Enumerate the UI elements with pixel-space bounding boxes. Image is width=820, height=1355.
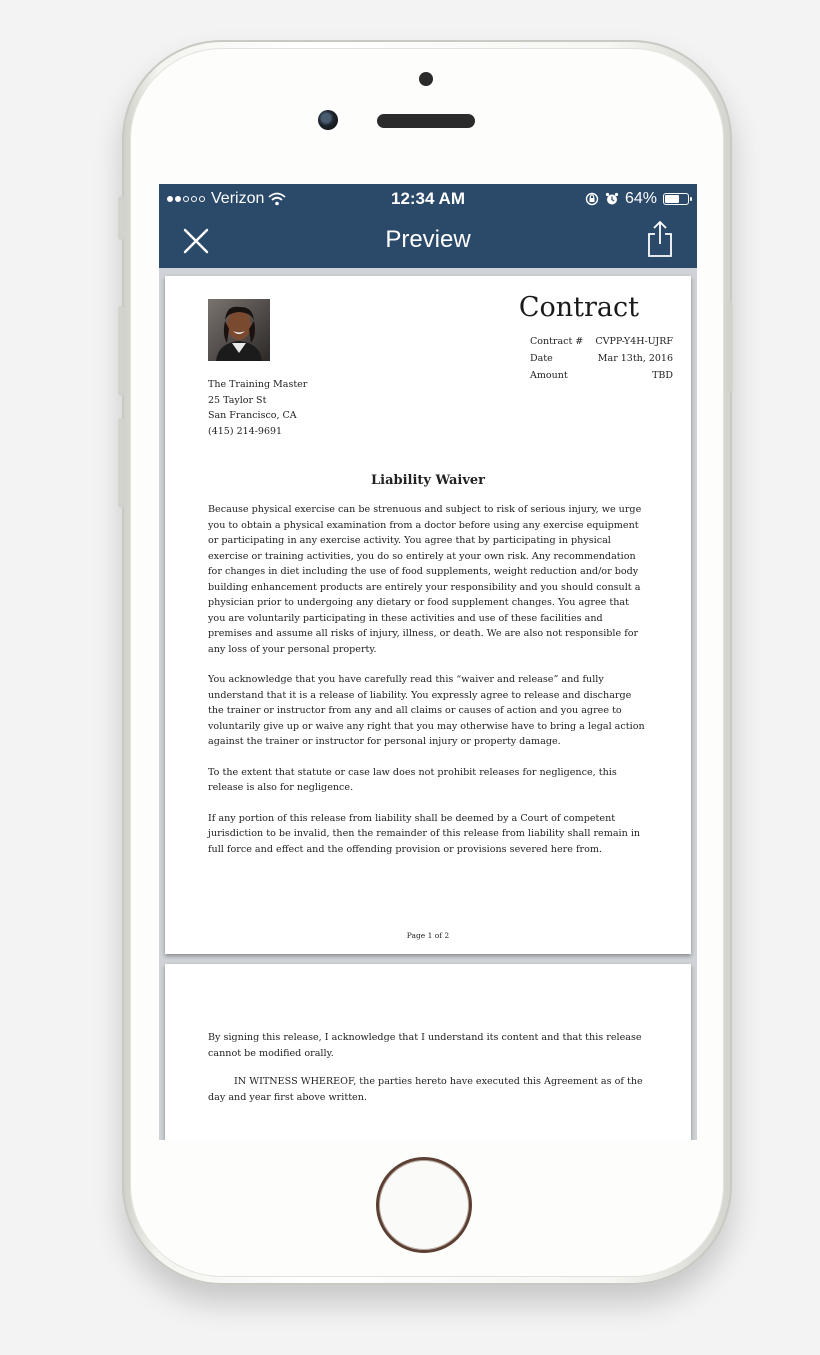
city-state: San Francisco, CA <box>208 410 297 421</box>
business-name: The Training Master <box>208 379 308 390</box>
meta-label: Amount <box>530 370 568 381</box>
earpiece-speaker <box>377 114 475 128</box>
meta-label: Contract # <box>530 336 584 347</box>
front-camera <box>318 110 338 130</box>
status-right <box>585 190 689 208</box>
meta-row-contract-number <box>530 333 673 350</box>
waiver-paragraph: Because physical exercise can be strenuous and subject to risk of serious injury, we urge you to obtain a physical examination from a doctor before using any exercise equipment or participating in any exercise activity. You agree that by participating in physical exercise or training activities, you do so entirely at your own risk. Any recommendation for changes in diet including the use of food supplements, weight reduction and/or body building enhancement products are entirely your responsibility and you should consult a physician prior to undergoing any dietary or food supplement changes. You agree that you are voluntarily participating in these activities and use of these facilities and premises and assume all risks of injury, illness, or death. We are also not responsible for any loss of your personal property. <box>208 504 642 655</box>
contract-heading: Contract <box>518 292 639 323</box>
mute-switch <box>118 196 124 240</box>
carrier-name: Verizon <box>211 190 265 207</box>
navigation-bar <box>159 214 697 268</box>
meta-row-date <box>530 350 673 367</box>
document-page-1[interactable] <box>165 276 691 954</box>
volume-down-button <box>118 418 124 508</box>
avatar-portrait <box>208 299 270 361</box>
battery-fill <box>665 195 679 203</box>
waiver-paragraph: To the extent that statute or case law does not prohibit releases for negligence, this release is also for negligence. <box>208 766 617 793</box>
trainer-avatar <box>208 299 270 361</box>
waiver-paragraph: You acknowledge that you have carefully read this “waiver and release” and fully understand that it is a release of liability. You expressly agree to release and discharge the trainer or instructor from any and all claims or causes of action and you agree to voluntarily give up or waive any right that you may otherwise have to bring a legal action against the trainer or instructor for personal injury or property damage. <box>208 674 645 747</box>
status-bar <box>159 184 697 214</box>
waiver-body <box>208 502 648 872</box>
business-address <box>208 377 307 439</box>
battery-percent: 64% <box>624 190 657 207</box>
waiver-title: Liability Waiver <box>371 473 485 488</box>
witness-paragraph: IN WITNESS WHEREOF, the parties hereto have executed this Agreement as of the day and year first above written. <box>208 1076 643 1103</box>
meta-value: Mar 13th, 2016 <box>597 353 673 364</box>
acknowledgement-paragraph: By signing this release, I acknowledge that I understand its content and that this release cannot be modified orally. <box>208 1032 642 1059</box>
nav-title: Preview <box>385 226 471 253</box>
document-page-2[interactable] <box>165 964 691 1140</box>
meta-value: CVPP-Y4H-UJRF <box>595 336 673 347</box>
contract-meta <box>530 333 673 384</box>
proximity-sensor <box>419 72 433 86</box>
status-time: 12:34 AM <box>390 189 465 208</box>
share-icon[interactable] <box>645 220 675 258</box>
power-button <box>727 302 733 392</box>
phone-number: (415) 214-9691 <box>208 425 283 437</box>
waiver-paragraph: If any portion of this release from liability shall be deemed by a Court of competent jurisdiction to be invalid, then the remainder of this release from liability shall remain in full force and effect and the offending provision or provisions severed here from. <box>208 812 641 855</box>
meta-row-amount <box>530 367 673 384</box>
page-2-body <box>208 1030 648 1118</box>
meta-value: TBD <box>652 370 673 381</box>
home-button[interactable] <box>376 1157 472 1253</box>
meta-label: Date <box>530 353 553 364</box>
page-number: Page 1 of 2 <box>406 931 450 940</box>
rotation-lock-icon <box>585 192 599 206</box>
volume-up-button <box>118 306 124 396</box>
alarm-icon <box>605 192 619 206</box>
battery-icon <box>663 193 689 205</box>
phone-screen <box>159 184 697 1140</box>
street-address: 25 Taylor St <box>208 394 267 406</box>
